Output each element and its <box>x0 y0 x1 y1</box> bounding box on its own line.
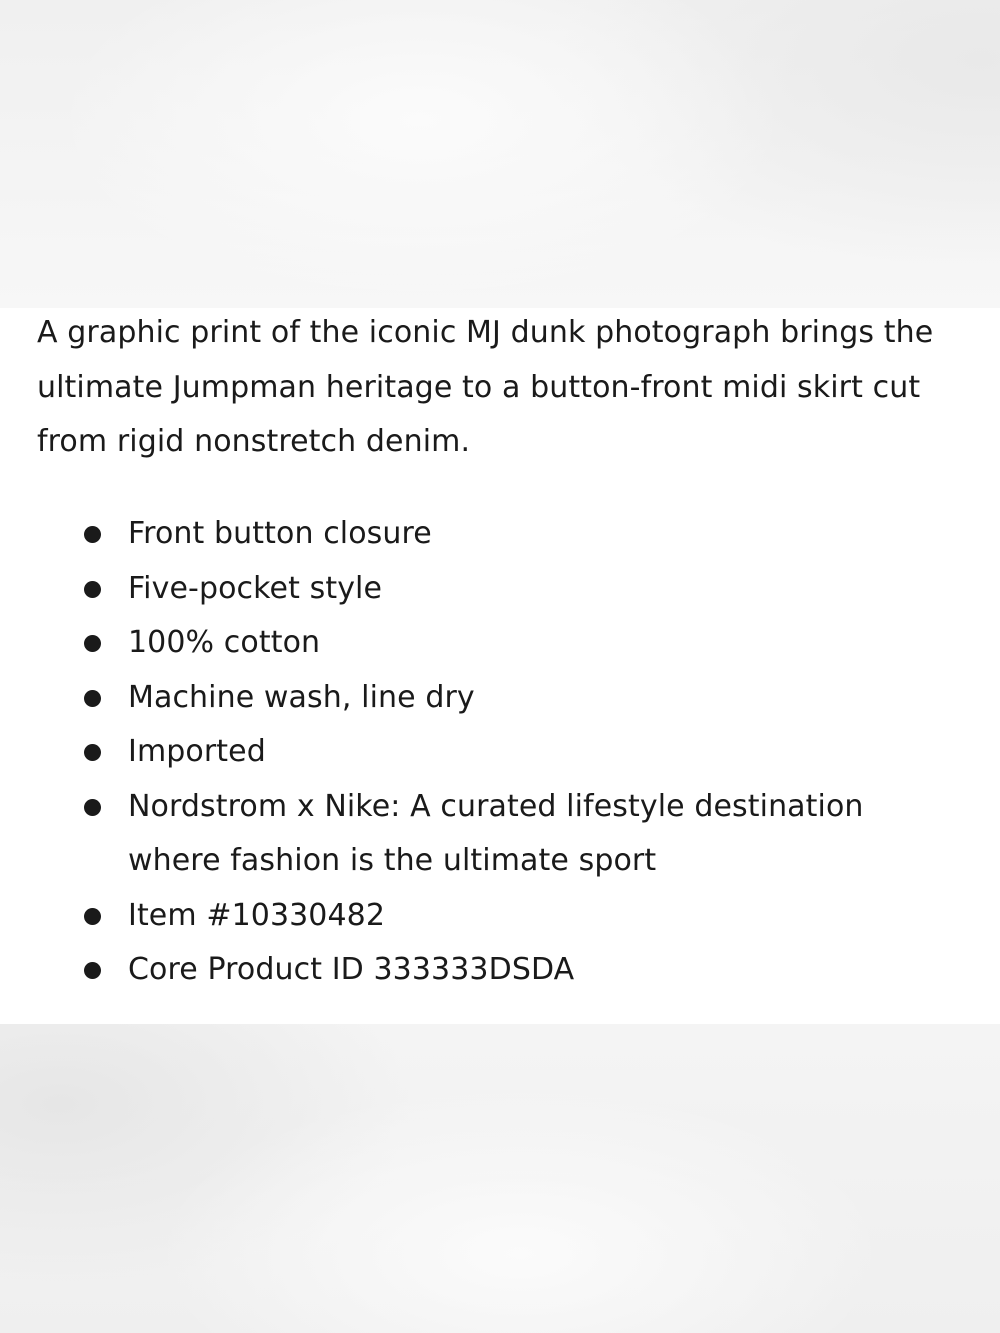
feature-item-collection <box>0 780 928 889</box>
feature-text: Imported <box>128 734 266 769</box>
feature-text: 100% cotton <box>128 625 321 660</box>
feature-text: Item #10330482 <box>128 897 386 933</box>
feature-item-origin <box>0 725 928 780</box>
product-description: A graphic print of the iconic MJ dunk photograph brings the ultimate Jumpman heritage to a button-front midi skirt cut from rigid nonstretch denim. <box>37 315 934 459</box>
bullet-icon <box>84 635 101 652</box>
bullet-icon <box>84 962 101 979</box>
bullet-icon <box>84 908 101 925</box>
feature-item-product-id <box>0 943 928 998</box>
feature-item-care <box>0 671 928 726</box>
feature-list <box>0 507 1000 998</box>
feature-text: Five-pocket style <box>128 570 383 606</box>
feature-item-closure <box>0 507 928 562</box>
feature-item-pockets <box>0 562 928 617</box>
feature-text: Core Product ID 333333DSDA <box>128 952 575 987</box>
feature-text: Front button closure <box>128 516 432 551</box>
feature-item-number <box>0 889 928 944</box>
feature-text: Nordstrom x Nike: A curated lifestyle destination where fashion is the ultimate sport <box>128 788 864 878</box>
feature-item-material <box>0 616 928 671</box>
background-top <box>0 0 1000 308</box>
bullet-icon <box>84 581 101 598</box>
bullet-icon <box>84 799 101 816</box>
bullet-icon <box>84 744 101 761</box>
feature-text: Machine wash, line dry <box>128 679 475 715</box>
bullet-icon <box>84 690 101 707</box>
background-bottom <box>0 1024 1000 1333</box>
bullet-icon <box>84 526 101 543</box>
